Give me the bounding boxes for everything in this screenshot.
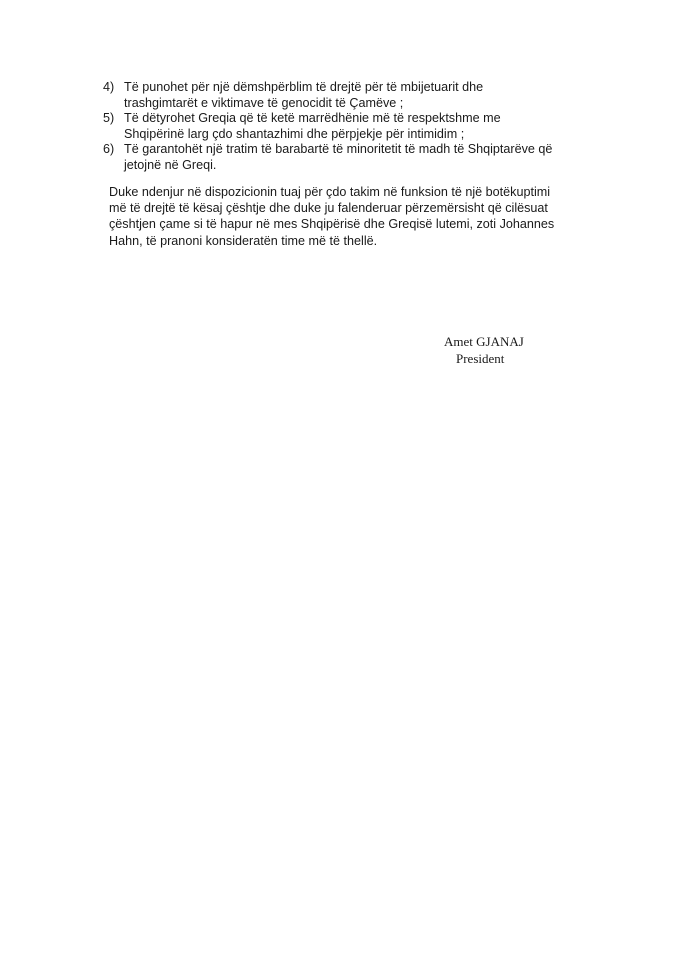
list-item-number: 5) [103, 111, 115, 126]
list-item [98, 80, 618, 111]
list-item-line: jetojnë në Greqi. [124, 157, 217, 172]
paragraph-line: çështjen çame si të hapur në mes Shqipërisë dhe Greqisë lutemi, zoti Johannes [109, 217, 555, 232]
list-item [98, 142, 618, 173]
list-item-line: Të dëtyrohet Greqia që të ketë marrëdhënie më të respektshme me [124, 111, 501, 126]
list-item-line: trashgimtarët e viktimave të genocidit të Çamëve ; [124, 95, 404, 110]
list-item-line: Shqipërinë larg çdo shantazhimi dhe përpjekje për intimidim ; [124, 126, 465, 141]
list-item-number: 4) [103, 80, 115, 94]
list-item-number: 6) [103, 142, 115, 157]
paragraph-line: më të drejtë të kësaj çështje dhe duke ju falenderuar përzemërsisht që cilësuat [109, 201, 548, 216]
list-item-line: Të punohet për një dëmshpërblim të drejtë për të mbijetuarit dhe [124, 80, 484, 94]
signature-block [444, 333, 524, 367]
demands-list [98, 80, 618, 174]
paragraph-line: Duke ndenjur në dispozicionin tuaj për çdo takim në funksion të një botëkuptimi [109, 185, 551, 199]
list-item-line: Të garantohët një tratim të barabartë të minoritetit të madh të Shqiptarëve që [124, 142, 553, 157]
list-item [98, 111, 618, 142]
paragraph-line: Hahn, të pranoni konsideratën time më të thellë. [109, 233, 378, 248]
signatory-title: President [456, 351, 505, 366]
closing-paragraph [109, 184, 605, 249]
signatory-name: Amet GJANAJ [444, 334, 524, 349]
